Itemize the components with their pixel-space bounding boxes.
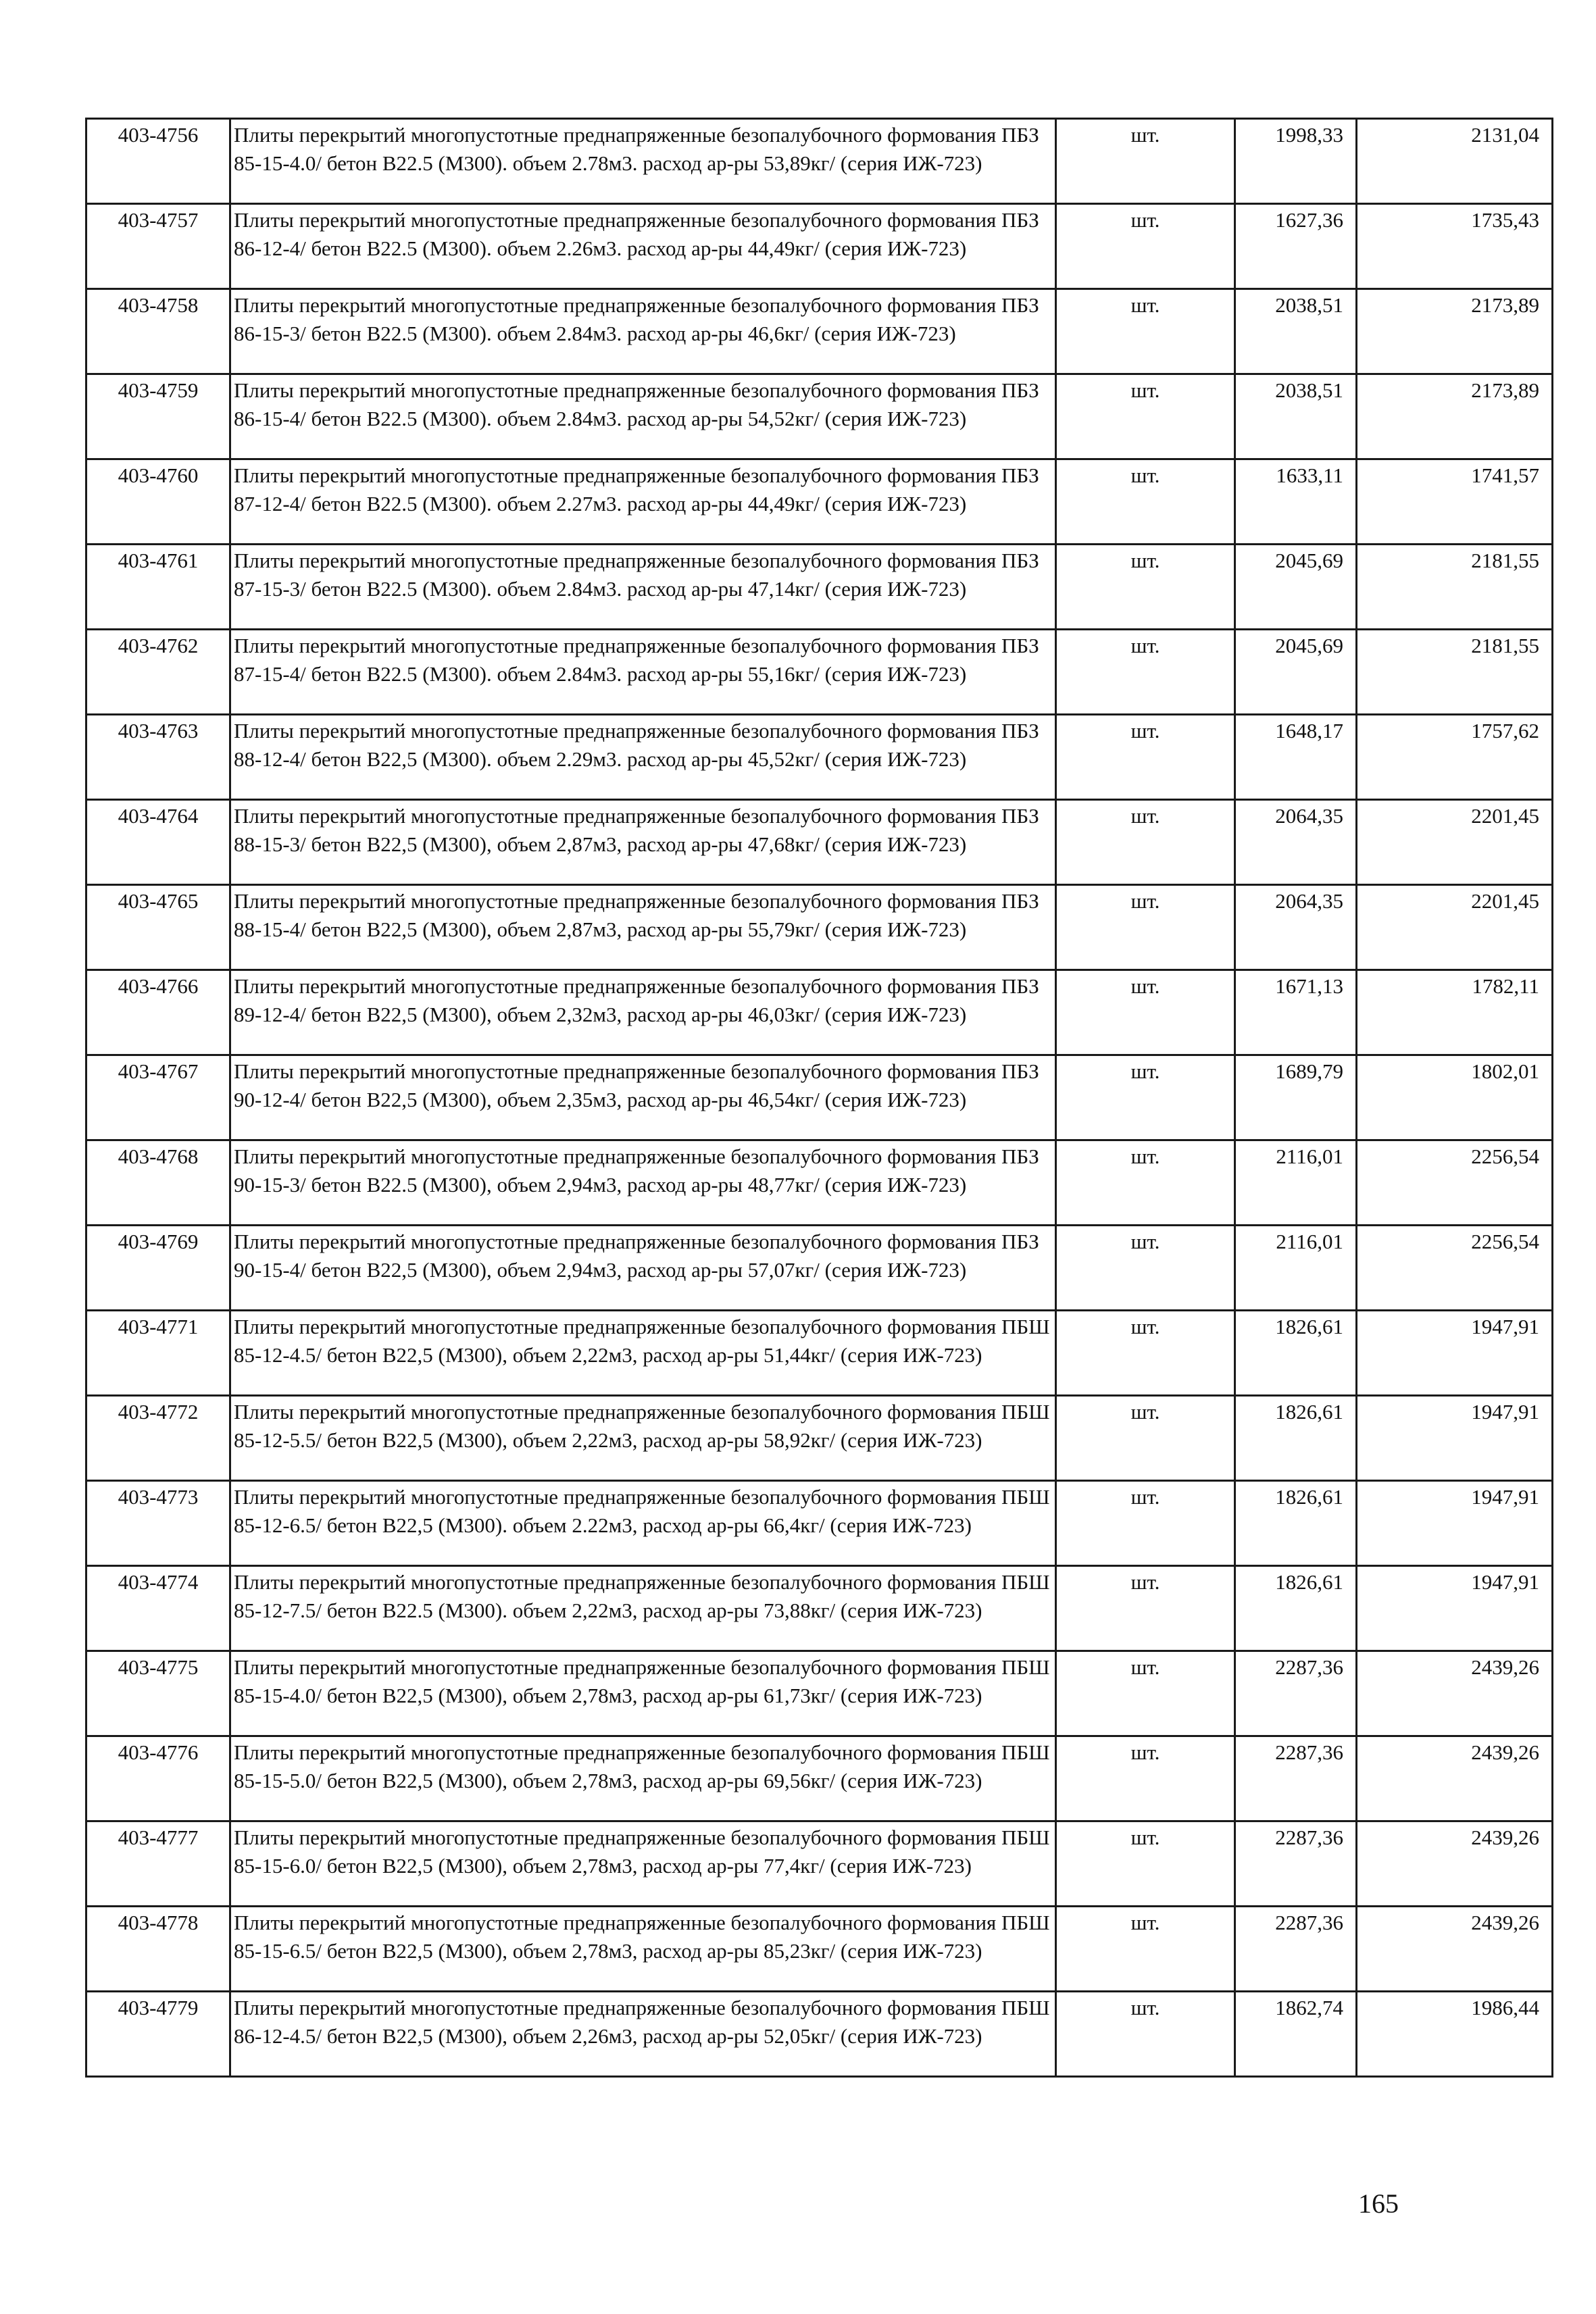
item-price-2: 2439,26 (1357, 1907, 1553, 1992)
item-unit: шт. (1056, 289, 1235, 374)
table-row (86, 1651, 1553, 1736)
item-description: Плиты перекрытий многопустотные преднапряженные безопалубочного формования ПБШ 85-12-7.5/ бетон В22.5 (М300). объем 2,22м3, расход ар-ры 73,88кг/ (серия ИЖ-723) (230, 1566, 1056, 1651)
table-row (86, 204, 1553, 289)
item-unit: шт. (1056, 374, 1235, 459)
item-price-2: 1782,11 (1357, 970, 1553, 1055)
item-code: 403-4758 (86, 289, 230, 374)
price-table (85, 118, 1553, 2078)
item-price-2: 2173,89 (1357, 289, 1553, 374)
item-unit: шт. (1056, 885, 1235, 970)
table-row (86, 459, 1553, 545)
item-code: 403-4763 (86, 715, 230, 800)
item-price-2: 1741,57 (1357, 459, 1553, 545)
item-description: Плиты перекрытий многопустотные преднапряженные безопалубочного формования ПБЗ 90-15-3/ бетон В22.5 (М300), объем 2,94м3, расход ар-ры 48,77кг/ (серия ИЖ-723) (230, 1140, 1056, 1226)
item-price-2: 2439,26 (1357, 1651, 1553, 1736)
table-row (86, 1736, 1553, 1821)
item-price-1: 1671,13 (1235, 970, 1357, 1055)
item-unit: шт. (1056, 1736, 1235, 1821)
table-row (86, 970, 1553, 1055)
item-price-1: 2038,51 (1235, 374, 1357, 459)
item-unit: шт. (1056, 1055, 1235, 1140)
item-code: 403-4775 (86, 1651, 230, 1736)
item-price-1: 1862,74 (1235, 1992, 1357, 2077)
item-description: Плиты перекрытий многопустотные преднапряженные безопалубочного формования ПБЗ 86-12-4/ бетон В22.5 (М300). объем 2.26м3. расход ар-ры 44,49кг/ (серия ИЖ-723) (230, 204, 1056, 289)
item-price-1: 2116,01 (1235, 1140, 1357, 1226)
item-code: 403-4757 (86, 204, 230, 289)
item-price-2: 2256,54 (1357, 1140, 1553, 1226)
table-row (86, 545, 1553, 630)
item-price-1: 1633,11 (1235, 459, 1357, 545)
item-code: 403-4760 (86, 459, 230, 545)
item-price-2: 2256,54 (1357, 1226, 1553, 1311)
item-code: 403-4756 (86, 119, 230, 204)
item-price-1: 2045,69 (1235, 630, 1357, 715)
item-code: 403-4762 (86, 630, 230, 715)
item-code: 403-4777 (86, 1821, 230, 1907)
item-price-1: 2064,35 (1235, 885, 1357, 970)
item-unit: шт. (1056, 1992, 1235, 2077)
item-price-2: 1947,91 (1357, 1311, 1553, 1396)
item-description: Плиты перекрытий многопустотные преднапряженные безопалубочного формования ПБЗ 89-12-4/ бетон В22,5 (М300), объем 2,32м3, расход ар-ры 46,03кг/ (серия ИЖ-723) (230, 970, 1056, 1055)
item-description: Плиты перекрытий многопустотные преднапряженные безопалубочного формования ПБШ 85-15-6.0/ бетон В22,5 (М300), объем 2,78м3, расход ар-ры 77,4кг/ (серия ИЖ-723) (230, 1821, 1056, 1907)
item-unit: шт. (1056, 800, 1235, 885)
item-unit: шт. (1056, 204, 1235, 289)
item-price-2: 2439,26 (1357, 1821, 1553, 1907)
item-price-2: 2173,89 (1357, 374, 1553, 459)
item-description: Плиты перекрытий многопустотные преднапряженные безопалубочного формования ПБЗ 90-15-4/ бетон В22,5 (М300), объем 2,94м3, расход ар-ры 57,07кг/ (серия ИЖ-723) (230, 1226, 1056, 1311)
item-code: 403-4774 (86, 1566, 230, 1651)
item-description: Плиты перекрытий многопустотные преднапряженные безопалубочного формования ПБЗ 88-12-4/ бетон В22,5 (М300). объем 2.29м3. расход ар-ры 45,52кг/ (серия ИЖ-723) (230, 715, 1056, 800)
item-unit: шт. (1056, 630, 1235, 715)
table-row (86, 1907, 1553, 1992)
item-unit: шт. (1056, 1481, 1235, 1566)
table-row (86, 800, 1553, 885)
item-description: Плиты перекрытий многопустотные преднапряженные безопалубочного формования ПБШ 85-15-5.0/ бетон В22,5 (М300), объем 2,78м3, расход ар-ры 69,56кг/ (серия ИЖ-723) (230, 1736, 1056, 1821)
item-price-2: 1735,43 (1357, 204, 1553, 289)
item-description: Плиты перекрытий многопустотные преднапряженные безопалубочного формования ПБЗ 88-15-4/ бетон В22,5 (М300), объем 2,87м3, расход ар-ры 55,79кг/ (серия ИЖ-723) (230, 885, 1056, 970)
item-description: Плиты перекрытий многопустотные преднапряженные безопалубочного формования ПБЗ 90-12-4/ бетон В22,5 (М300), объем 2,35м3, расход ар-ры 46,54кг/ (серия ИЖ-723) (230, 1055, 1056, 1140)
item-code: 403-4759 (86, 374, 230, 459)
table-row (86, 1992, 1553, 2077)
item-unit: шт. (1056, 1311, 1235, 1396)
item-price-2: 2201,45 (1357, 885, 1553, 970)
table-row (86, 1311, 1553, 1396)
item-price-2: 1947,91 (1357, 1481, 1553, 1566)
item-unit: шт. (1056, 119, 1235, 204)
item-unit: шт. (1056, 545, 1235, 630)
item-price-1: 1826,61 (1235, 1396, 1357, 1481)
item-price-2: 2131,04 (1357, 119, 1553, 204)
item-code: 403-4779 (86, 1992, 230, 2077)
item-price-1: 1826,61 (1235, 1311, 1357, 1396)
item-code: 403-4766 (86, 970, 230, 1055)
item-unit: шт. (1056, 459, 1235, 545)
item-description: Плиты перекрытий многопустотные преднапряженные безопалубочного формования ПБШ 85-15-4.0/ бетон В22,5 (М300), объем 2,78м3, расход ар-ры 61,73кг/ (серия ИЖ-723) (230, 1651, 1056, 1736)
item-price-2: 1986,44 (1357, 1992, 1553, 2077)
item-description: Плиты перекрытий многопустотные преднапряженные безопалубочного формования ПБЗ 86-15-4/ бетон В22.5 (М300). объем 2.84м3. расход ар-ры 54,52кг/ (серия ИЖ-723) (230, 374, 1056, 459)
item-description: Плиты перекрытий многопустотные преднапряженные безопалубочного формования ПБЗ 87-15-3/ бетон В22.5 (М300). объем 2.84м3. расход ар-ры 47,14кг/ (серия ИЖ-723) (230, 545, 1056, 630)
item-price-1: 1689,79 (1235, 1055, 1357, 1140)
item-code: 403-4765 (86, 885, 230, 970)
item-code: 403-4768 (86, 1140, 230, 1226)
item-price-1: 2287,36 (1235, 1821, 1357, 1907)
item-description: Плиты перекрытий многопустотные преднапряженные безопалубочного формования ПБШ 85-12-5.5/ бетон В22,5 (М300), объем 2,22м3, расход ар-ры 58,92кг/ (серия ИЖ-723) (230, 1396, 1056, 1481)
item-price-2: 2181,55 (1357, 545, 1553, 630)
item-price-1: 2287,36 (1235, 1907, 1357, 1992)
item-unit: шт. (1056, 1226, 1235, 1311)
page-number: 165 (1358, 2188, 1399, 2219)
item-description: Плиты перекрытий многопустотные преднапряженные безопалубочного формования ПБЗ 87-15-4/ бетон В22.5 (М300). объем 2.84м3. расход ар-ры 55,16кг/ (серия ИЖ-723) (230, 630, 1056, 715)
item-price-1: 1826,61 (1235, 1566, 1357, 1651)
table-row (86, 289, 1553, 374)
item-price-2: 2439,26 (1357, 1736, 1553, 1821)
item-unit: шт. (1056, 1140, 1235, 1226)
item-price-2: 2181,55 (1357, 630, 1553, 715)
item-unit: шт. (1056, 1821, 1235, 1907)
item-code: 403-4761 (86, 545, 230, 630)
item-unit: шт. (1056, 1907, 1235, 1992)
item-price-1: 1826,61 (1235, 1481, 1357, 1566)
table-row (86, 1481, 1553, 1566)
item-code: 403-4771 (86, 1311, 230, 1396)
table-row (86, 1140, 1553, 1226)
table-row (86, 1821, 1553, 1907)
table-row (86, 374, 1553, 459)
table-row (86, 1396, 1553, 1481)
item-price-1: 2064,35 (1235, 800, 1357, 885)
item-price-1: 1998,33 (1235, 119, 1357, 204)
table-row (86, 1055, 1553, 1140)
item-price-1: 2116,01 (1235, 1226, 1357, 1311)
item-price-2: 1757,62 (1357, 715, 1553, 800)
item-unit: шт. (1056, 1396, 1235, 1481)
item-price-2: 2201,45 (1357, 800, 1553, 885)
item-code: 403-4764 (86, 800, 230, 885)
item-description: Плиты перекрытий многопустотные преднапряженные безопалубочного формования ПБЗ 87-12-4/ бетон В22.5 (М300). объем 2.27м3. расход ар-ры 44,49кг/ (серия ИЖ-723) (230, 459, 1056, 545)
item-description: Плиты перекрытий многопустотные преднапряженные безопалубочного формования ПБЗ 88-15-3/ бетон В22,5 (М300), объем 2,87м3, расход ар-ры 47,68кг/ (серия ИЖ-723) (230, 800, 1056, 885)
item-unit: шт. (1056, 1651, 1235, 1736)
table-row (86, 715, 1553, 800)
item-price-2: 1802,01 (1357, 1055, 1553, 1140)
item-price-2: 1947,91 (1357, 1396, 1553, 1481)
item-description: Плиты перекрытий многопустотные преднапряженные безопалубочного формования ПБЗ 86-15-3/ бетон В22.5 (М300). объем 2.84м3. расход ар-ры 46,6кг/ (серия ИЖ-723) (230, 289, 1056, 374)
item-code: 403-4767 (86, 1055, 230, 1140)
item-description: Плиты перекрытий многопустотные преднапряженные безопалубочного формования ПБШ 85-12-4.5/ бетон В22,5 (М300), объем 2,22м3, расход ар-ры 51,44кг/ (серия ИЖ-723) (230, 1311, 1056, 1396)
item-price-1: 2038,51 (1235, 289, 1357, 374)
item-code: 403-4769 (86, 1226, 230, 1311)
item-code: 403-4776 (86, 1736, 230, 1821)
item-description: Плиты перекрытий многопустотные преднапряженные безопалубочного формования ПБШ 85-15-6.5/ бетон В22,5 (М300), объем 2,78м3, расход ар-ры 85,23кг/ (серия ИЖ-723) (230, 1907, 1056, 1992)
item-price-1: 2287,36 (1235, 1651, 1357, 1736)
item-unit: шт. (1056, 1566, 1235, 1651)
table-row (86, 885, 1553, 970)
item-description: Плиты перекрытий многопустотные преднапряженные безопалубочного формования ПБШ 86-12-4.5/ бетон В22,5 (М300), объем 2,26м3, расход ар-ры 52,05кг/ (серия ИЖ-723) (230, 1992, 1056, 2077)
table-row (86, 1226, 1553, 1311)
item-unit: шт. (1056, 970, 1235, 1055)
table-row (86, 119, 1553, 204)
table-body (86, 119, 1553, 2077)
item-description: Плиты перекрытий многопустотные преднапряженные безопалубочного формования ПБЗ 85-15-4.0/ бетон В22.5 (М300). объем 2.78м3. расход ар-ры 53,89кг/ (серия ИЖ-723) (230, 119, 1056, 204)
item-code: 403-4773 (86, 1481, 230, 1566)
item-price-1: 1648,17 (1235, 715, 1357, 800)
table-row (86, 630, 1553, 715)
item-description: Плиты перекрытий многопустотные преднапряженные безопалубочного формования ПБШ 85-12-6.5/ бетон В22,5 (М300). объем 2.22м3, расход ар-ры 66,4кг/ (серия ИЖ-723) (230, 1481, 1056, 1566)
item-price-1: 2287,36 (1235, 1736, 1357, 1821)
item-price-1: 1627,36 (1235, 204, 1357, 289)
item-unit: шт. (1056, 715, 1235, 800)
item-code: 403-4778 (86, 1907, 230, 1992)
item-code: 403-4772 (86, 1396, 230, 1481)
item-price-2: 1947,91 (1357, 1566, 1553, 1651)
item-price-1: 2045,69 (1235, 545, 1357, 630)
table-row (86, 1566, 1553, 1651)
